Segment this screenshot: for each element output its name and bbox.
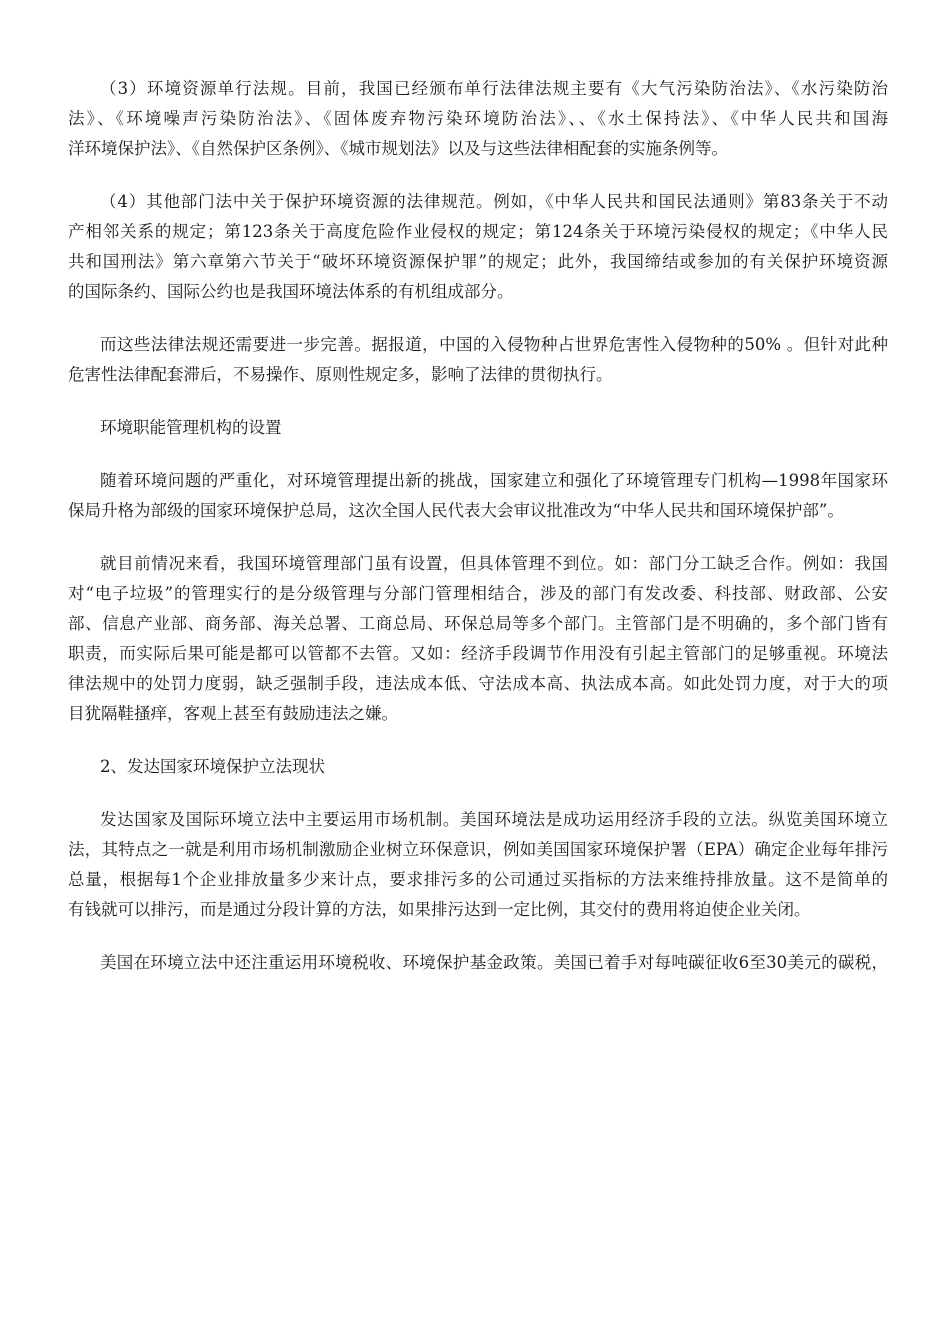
paragraph-management-issues [68,549,888,729]
text-line: 对“电子垃圾”的管理实行的是分级管理与分部门管理相结合，涉及的部门有发改委、科技部、财政部、公安 [68,584,888,603]
text-line: 律法规中的处罚力度弱，缺乏强制手段，违法成本低、守法成本高、执法成本高。如此处罚力度，对于大的项 [68,674,888,693]
section-heading-agencies [68,413,888,443]
text-line: 的国际条约、国际公约也是我国环境法体系的有机组成部分。 [68,282,514,301]
paragraph-improvement [68,330,888,390]
text-line: 目犹隔鞋搔痒，客观上甚至有鼓励违法之嫌。 [68,704,398,723]
text-line: 发达国家及国际环境立法中主要运用市场机制。美国环境法是成功运用经济手段的立法。纵览美国环境立 [100,810,888,829]
paragraph-single-laws [68,74,888,164]
text-line: 法》、《环境噪声污染防治法》、《固体废弃物污染环境防治法》、、《水土保持法》、《中华人民共和国海 [68,109,888,128]
text-line: 职责，而实际后果可能是都可以管都不去管。又如：经济手段调节作用没有引起主管部门的足够重视。环境法 [68,644,888,663]
text-line: 危害性法律配套滞后，不易操作、原则性规定多，影响了法律的贯彻执行。 [68,365,613,384]
text-line: （4）其他部门法中关于保护环境资源的法律规范。例如，《中华人民共和国民法通则》第83条关于不动 [100,192,888,211]
document-body [68,74,888,978]
text-line: 随着环境问题的严重化，对环境管理提出新的挑战，国家建立和强化了环境管理专门机构—1998年国家环 [100,471,888,490]
paragraph-market-mechanism [68,805,888,925]
text-line: 环境职能管理机构的设置 [100,418,282,437]
text-line: 2、发达国家环境保护立法现状 [100,757,325,776]
text-line: 而这些法律法规还需要进一步完善。据报道，中国的入侵物种占世界危害性入侵物种的50% 。但针对此种 [100,335,888,354]
text-line: 法，其特点之一就是利用市场机制激励企业树立环保意识，例如美国国家环境保护署（EPA）确定企业每年排污 [68,840,888,859]
text-line: 总量，根据每1个企业排放量多少来计点，要求排污多的公司通过买指标的方法来维持排放量。这不是简单的 [68,870,888,889]
text-line: 洋环境保护法》、《自然保护区条例》、《城市规划法》以及与这些法律相配套的实施条例等。 [68,139,728,158]
text-line: 美国在环境立法中还注重运用环境税收、环境保护基金政策。美国已着手对每吨碳征收6至30美元的碳税， [100,953,888,972]
text-line: 共和国刑法》第六章第六节关于“破坏环境资源保护罪”的规定；此外，我国缔结或参加的有关保护环境资源 [68,252,888,271]
paragraph-environmental-tax [68,948,888,978]
text-line: 有钱就可以排污，而是通过分段计算的方法，如果排污达到一定比例，其交付的费用将迫使企业关闭。 [68,900,811,919]
text-line: 就目前情况来看，我国环境管理部门虽有设置，但具体管理不到位。如：部门分工缺乏合作。例如：我国 [100,554,888,573]
text-line: 保局升格为部级的国家环境保护总局，这次全国人民代表大会审议批准改为“中华人民共和国环境保护部”。 [68,501,844,520]
text-line: 产相邻关系的规定；第123条关于高度危险作业侵权的规定；第124条关于环境污染侵权的规定；《中华人民 [68,222,888,241]
section-heading-developed-countries [68,752,888,782]
paragraph-agency-upgrade [68,466,888,526]
text-line: 部、信息产业部、商务部、海关总署、工商总局、环保总局等多个部门。主管部门是不明确的，多个部门皆有 [68,614,888,633]
paragraph-other-laws [68,187,888,307]
text-line: （3）环境资源单行法规。目前，我国已经颁布单行法律法规主要有《大气污染防治法》、《水污染防治 [100,79,888,98]
